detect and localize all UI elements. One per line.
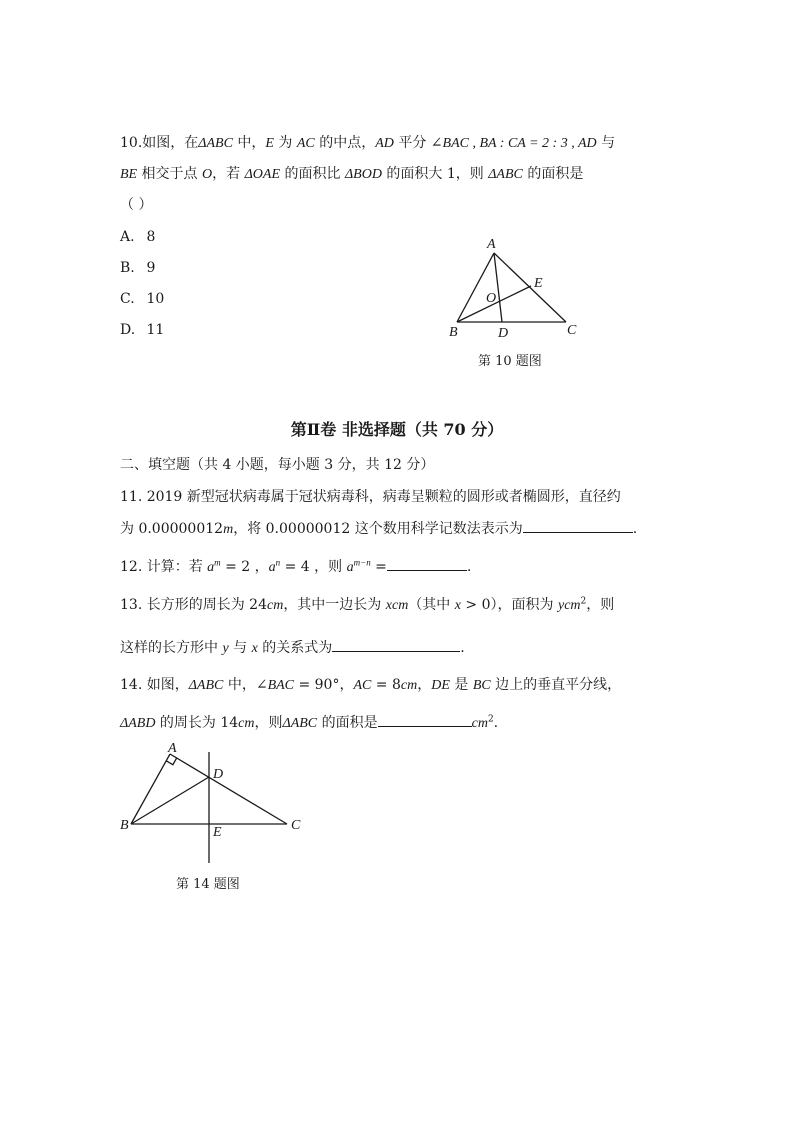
q10-label-o: O xyxy=(486,291,497,306)
q14-side-ac xyxy=(170,754,287,824)
q13-answer-blank[interactable] xyxy=(332,637,460,652)
q10-line-1: 10.如图，在ΔABC 中，E 为 AC 的中点，AD 平分 ∠BAC , BA : CA = 2 : 3 , AD 与 xyxy=(120,135,616,151)
q14-segment-bd xyxy=(131,777,209,824)
q14-label-d: D xyxy=(213,767,224,782)
section-title: 第Ⅱ卷 非选择题（共 70 分） xyxy=(290,420,504,439)
q10-label-b: B xyxy=(449,325,458,340)
q14-side-ab xyxy=(131,754,170,824)
q14-figure xyxy=(115,738,315,868)
q14-label-b: B xyxy=(120,818,129,833)
q13-line-1: 13. 长方形的周长为 24cm，其中一边长为 xcm（其中 x > 0），面积为 ycm$^2$，则 xyxy=(120,596,615,613)
q14-label-e: E xyxy=(213,825,222,840)
q10-segment-ad xyxy=(494,253,502,322)
q10-label-a: A xyxy=(487,237,496,252)
q10-figure-caption: 第 10 题图 xyxy=(478,354,542,369)
q14-label-a: A xyxy=(168,741,177,756)
q10-figure xyxy=(445,232,585,342)
q14-label-c: C xyxy=(291,818,301,833)
q10-label-e: E xyxy=(534,276,543,291)
q10-side-ab xyxy=(457,253,497,322)
q10-label-d: D xyxy=(498,326,509,341)
q10-option-d: D. 11 xyxy=(120,322,165,338)
q11-answer-blank[interactable] xyxy=(523,518,633,533)
q11-line-1: 11. 2019 新型冠状病毒属于冠状病毒科，病毒呈颗粒的圆形或者椭圆形，直径约 xyxy=(120,489,621,505)
q14-figure-caption: 第 14 题图 xyxy=(176,877,240,892)
q10-label-c: C xyxy=(567,323,577,338)
q11-line-2: 为 0.00000012m，将 0.00000012 这个数用科学记数法表示为 . xyxy=(120,518,637,540)
q10-answer-paren: （ ） xyxy=(120,197,153,213)
section-subtitle: 二、填空题（共 4 小题，每小题 3 分，共 12 分） xyxy=(120,457,435,473)
q10-option-c: C. 10 xyxy=(120,291,165,307)
q14-line-2: ΔABD 的周长为 14cm，则ΔABC 的面积是 $cm^2$. xyxy=(120,712,498,734)
q14-line-1: 14. 如图，ΔABC 中，∠BAC = 90°，AC = 8cm，DE 是 BC 边上的垂直平分线， xyxy=(120,677,622,693)
q10-side-ac xyxy=(494,253,566,322)
q12-line: 12. 计算：若 $a^m = 2$ ，$a^n = 4$ ，则 $a^{m-n}$ = . xyxy=(120,557,472,575)
q12-answer-blank[interactable] xyxy=(387,556,467,571)
q10-line-2: BE 相交于点 O，若 ΔOAE 的面积比 ΔBOD 的面积大 1，则 ΔABC 的面积是 xyxy=(120,166,584,182)
q10-option-b: B. 9 xyxy=(120,260,156,276)
q13-line-2: 这样的长方形中 y 与 x 的关系式为 . xyxy=(120,637,465,659)
q14-answer-blank[interactable] xyxy=(378,712,472,727)
q10-option-a: A. 8 xyxy=(120,229,156,245)
